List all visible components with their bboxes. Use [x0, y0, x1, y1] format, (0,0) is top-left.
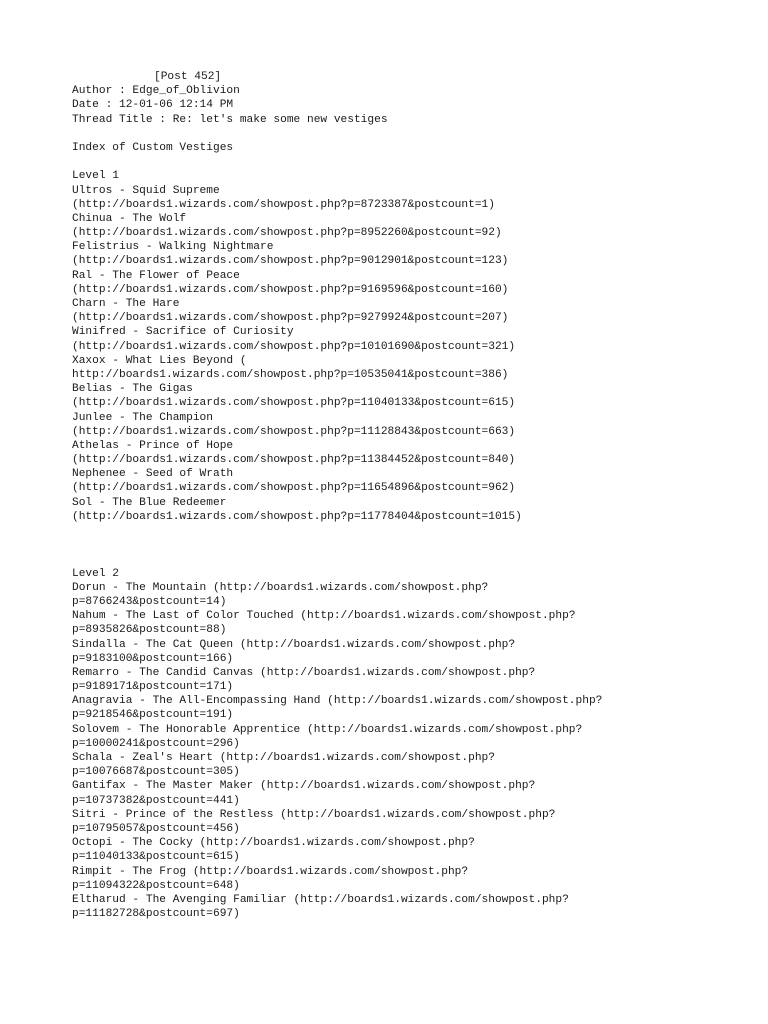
vestige-entry-line: Sitri - Prince of the Restless (http://boards1.wizards.com/showpost.php? — [72, 808, 556, 821]
vestige-entry-line: Remarro - The Candid Canvas (http://boards1.wizards.com/showpost.php? — [72, 666, 536, 679]
vestige-entry-line: Ultros - Squid Supreme — [72, 184, 220, 197]
post-author: Author : Edge_of_Oblivion — [72, 85, 240, 98]
vestige-entry-line: Schala - Zeal's Heart (http://boards1.wizards.com/showpost.php? — [72, 752, 495, 765]
vestige-entry-line: p=10737382&postcount=441) — [72, 794, 240, 807]
vestige-entry-line: p=11182728&postcount=697) — [72, 908, 240, 921]
vestige-entry-line: p=10795057&postcount=456) — [72, 822, 240, 835]
thread-title: Thread Title : Re: let's make some new vestiges — [72, 113, 388, 126]
vestige-entry-line: p=11094322&postcount=648) — [72, 879, 240, 892]
vestige-entry-line: Chinua - The Wolf — [72, 212, 187, 225]
vestige-entry-line: p=8766243&postcount=14) — [72, 595, 227, 608]
level-2-list — [72, 581, 762, 922]
spacer — [72, 552, 762, 566]
level-2-section — [72, 567, 762, 922]
vestige-entry-line: (http://boards1.wizards.com/showpost.php?p=11384452&postcount=840) — [72, 454, 516, 467]
vestige-entry-line: (http://boards1.wizards.com/showpost.php?p=11128843&postcount=663) — [72, 425, 516, 438]
vestige-entry-line: (http://boards1.wizards.com/showpost.php?p=8723387&postcount=1) — [72, 198, 495, 211]
vestige-entry-line: Eltharud - The Avenging Familiar (http://boards1.wizards.com/showpost.php? — [72, 893, 569, 906]
vestige-entry-line: p=10076687&postcount=305) — [72, 766, 240, 779]
level-1-heading: Level 1 — [72, 170, 119, 183]
vestige-entry-line: Felistrius - Walking Nightmare — [72, 241, 274, 254]
vestige-entry-line: Solovem - The Honorable Apprentice (http://boards1.wizards.com/showpost.php? — [72, 723, 583, 736]
vestige-entry-line: Sindalla - The Cat Queen (http://boards1.wizards.com/showpost.php? — [72, 638, 516, 651]
vestige-entry-line: (http://boards1.wizards.com/showpost.php?p=9012901&postcount=123) — [72, 255, 509, 268]
post-date: Date : 12-01-06 12:14 PM — [72, 99, 234, 112]
vestige-entry-line: p=9218546&postcount=191) — [72, 709, 234, 722]
vestige-entry-line: (http://boards1.wizards.com/showpost.php?p=11040133&postcount=615) — [72, 397, 516, 410]
vestige-entry-line: p=9189171&postcount=171) — [72, 681, 234, 694]
vestige-entry-line: p=10000241&postcount=296) — [72, 737, 240, 750]
vestige-entry-line: (http://boards1.wizards.com/showpost.php?p=8952260&postcount=92) — [72, 227, 502, 240]
vestige-entry-line: (http://boards1.wizards.com/showpost.php?p=11778404&postcount=1015) — [72, 510, 522, 523]
vestige-entry-line: Belias - The Gigas — [72, 383, 193, 396]
vestige-entry-line: Charn - The Hare — [72, 298, 180, 310]
level-1-section — [72, 169, 762, 524]
vestige-entry-line: Dorun - The Mountain (http://boards1.wizards.com/showpost.php? — [72, 581, 489, 594]
index-title: Index of Custom Vestiges — [72, 141, 234, 154]
vestige-entry-line: Athelas - Prince of Hope — [72, 439, 234, 452]
vestige-entry-line: http://boards1.wizards.com/showpost.php?p=10535041&postcount=386) — [72, 368, 509, 381]
vestige-entry-line: Nahum - The Last of Color Touched (http://boards1.wizards.com/showpost.php? — [72, 610, 576, 623]
document-body — [72, 70, 762, 921]
spacer — [72, 127, 762, 141]
vestige-entry-line: Xaxox - What Lies Beyond ( — [72, 354, 247, 367]
spacer — [72, 524, 762, 552]
post-number: [Post 452] — [154, 71, 222, 83]
vestige-entry-line: p=8935826&postcount=88) — [72, 624, 227, 637]
vestige-entry-line: Junlee - The Champion — [72, 411, 213, 424]
vestige-entry-line: (http://boards1.wizards.com/showpost.php?p=9279924&postcount=207) — [72, 312, 509, 325]
spacer — [72, 155, 762, 169]
vestige-entry-line: (http://boards1.wizards.com/showpost.php?p=9169596&postcount=160) — [72, 283, 509, 296]
vestige-entry-line: Anagravia - The All-Encompassing Hand (http://boards1.wizards.com/showpost.php? — [72, 695, 603, 708]
level-1-list — [72, 184, 762, 525]
vestige-entry-line: p=11040133&postcount=615) — [72, 851, 240, 864]
vestige-entry-line: p=9183100&postcount=166) — [72, 652, 234, 665]
vestige-entry-line: Sol - The Blue Redeemer — [72, 496, 227, 509]
vestige-entry-line: Nephenee - Seed of Wrath — [72, 468, 234, 481]
vestige-entry-line: Rimpit - The Frog (http://boards1.wizards.com/showpost.php? — [72, 865, 469, 878]
vestige-entry-line: Winifred - Sacrifice of Curiosity — [72, 326, 294, 339]
vestige-entry-line: Octopi - The Cocky (http://boards1.wizards.com/showpost.php? — [72, 837, 475, 850]
level-2-heading: Level 2 — [72, 567, 119, 580]
vestige-entry-line: Ral - The Flower of Peace — [72, 269, 240, 282]
vestige-entry-line: (http://boards1.wizards.com/showpost.php?p=11654896&postcount=962) — [72, 482, 516, 495]
vestige-entry-line: (http://boards1.wizards.com/showpost.php?p=10101690&postcount=321) — [72, 340, 516, 353]
vestige-entry-line: Gantifax - The Master Maker (http://boards1.wizards.com/showpost.php? — [72, 780, 536, 793]
